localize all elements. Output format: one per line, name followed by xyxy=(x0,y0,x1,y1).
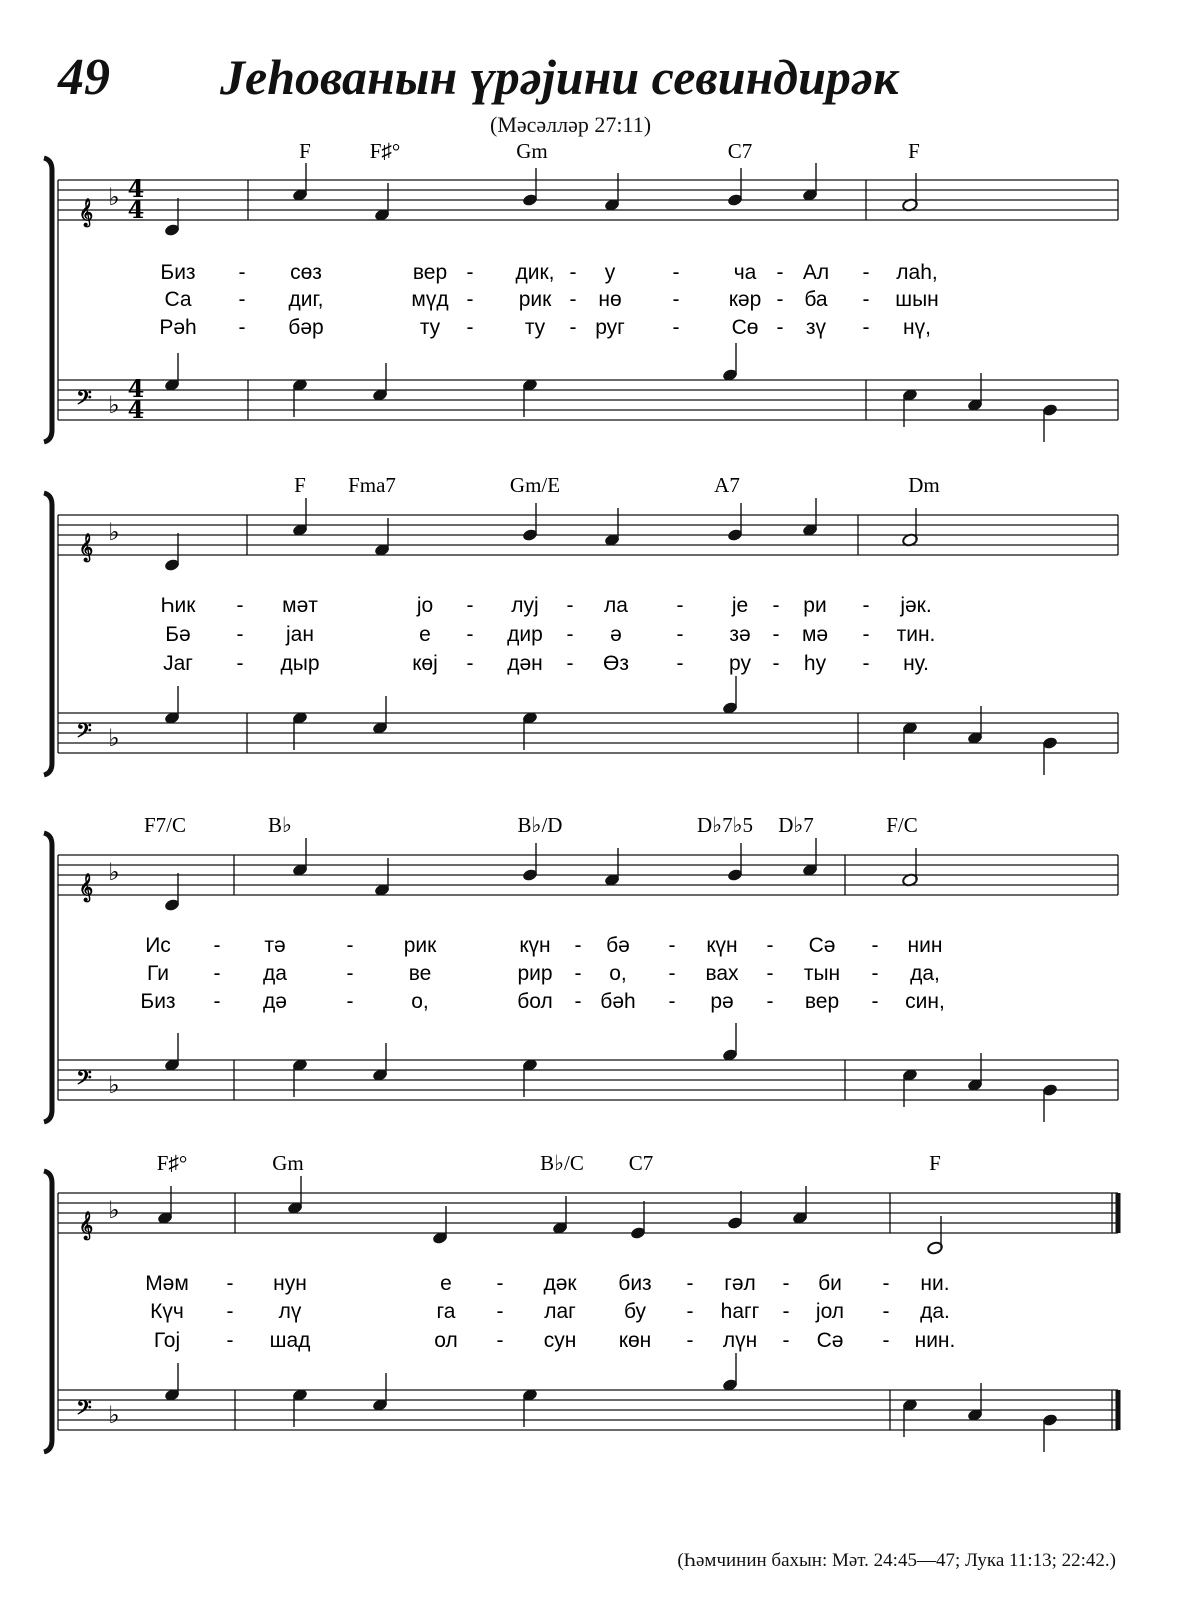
lyric-syllable: нин xyxy=(907,934,943,957)
lyric-hyphen: - xyxy=(566,594,574,617)
lyric-syllable: Сә xyxy=(816,1329,844,1352)
lyric-hyphen: - xyxy=(776,261,784,284)
treble-note xyxy=(522,503,539,542)
treble-note xyxy=(374,183,391,222)
treble-note xyxy=(727,503,744,542)
lyric-syllable: сун xyxy=(543,1329,577,1352)
lyric-syllable: рир xyxy=(517,962,553,985)
key-signature-flat: ♭ xyxy=(108,517,120,546)
lyric-syllable: рик xyxy=(403,934,437,957)
lyric-hyphen: - xyxy=(569,316,577,339)
system-bracket xyxy=(44,833,52,1122)
lyric-hyphen: - xyxy=(566,623,574,646)
lyric-hyphen: - xyxy=(672,288,680,311)
bass-note xyxy=(372,1043,389,1082)
treble-note xyxy=(522,168,539,207)
chord-symbol: F♯° xyxy=(156,1151,188,1175)
lyric-syllable: вах xyxy=(705,962,739,985)
lyric-syllable: о, xyxy=(411,990,429,1013)
lyric-syllable: нин. xyxy=(914,1329,956,1352)
lyric-syllable: Ал xyxy=(802,261,830,284)
bass-note xyxy=(1042,736,1059,775)
lyric-syllable: мәт xyxy=(282,594,318,617)
chord-symbol: Dm xyxy=(908,473,940,497)
lyric-syllable: көн xyxy=(618,1329,652,1352)
lyric-hyphen: - xyxy=(496,1300,504,1323)
lyric-syllable: син, xyxy=(905,990,945,1013)
lyric-hyphen: - xyxy=(871,990,879,1013)
bass-note xyxy=(722,676,739,715)
treble-note xyxy=(927,1216,944,1255)
system-bracket xyxy=(44,158,52,442)
key-signature-flat: ♭ xyxy=(108,1195,120,1224)
lyric-hyphen: - xyxy=(766,934,774,957)
bass-note xyxy=(522,1388,539,1427)
lyric-hyphen: - xyxy=(236,623,244,646)
lyric-syllable: Мәм xyxy=(145,1272,189,1295)
lyric-syllable: күн xyxy=(706,934,738,957)
lyric-hyphen: - xyxy=(686,1272,694,1295)
lyric-hyphen: - xyxy=(213,962,221,985)
lyric-syllable: е xyxy=(440,1272,452,1295)
footer-references: (Һәмчинин бахын: Мәт. 24:45—47; Лука 11:13; 22:42.) xyxy=(677,1550,1116,1571)
treble-clef-icon: 𝄞 xyxy=(78,532,94,561)
time-signature-denominator: 4 xyxy=(127,395,145,424)
treble-clef-icon: 𝄞 xyxy=(78,197,94,226)
lyric-syllable: Рәһ xyxy=(159,316,197,339)
chord-symbol: F xyxy=(908,139,920,163)
lyric-hyphen: - xyxy=(882,1329,890,1352)
treble-note xyxy=(374,858,391,897)
lyric-syllable: да. xyxy=(920,1300,950,1323)
lyric-syllable: лаһ, xyxy=(896,261,938,284)
lyric-hyphen: - xyxy=(871,934,879,957)
lyric-hyphen: - xyxy=(569,288,577,311)
lyric-syllable: у xyxy=(604,261,616,284)
bass-note xyxy=(522,378,539,417)
lyric-syllable: биз xyxy=(618,1272,652,1295)
chord-symbol: Fma7 xyxy=(348,473,396,497)
treble-note xyxy=(164,533,181,572)
chord-symbol: A7 xyxy=(714,473,740,497)
lyric-syllable: Күч xyxy=(150,1300,184,1323)
lyric-syllable: вер xyxy=(412,261,448,284)
lyric-syllable: Јаг xyxy=(163,652,193,675)
lyric-syllable: зү xyxy=(805,316,827,339)
lyric-syllable: Биз xyxy=(160,261,196,284)
lyric-syllable: ә xyxy=(610,623,622,646)
bass-note xyxy=(372,1373,389,1412)
lyric-syllable: дән xyxy=(507,652,543,675)
lyric-syllable: диг, xyxy=(288,288,324,311)
bass-note xyxy=(164,686,181,725)
bass-note xyxy=(967,373,984,412)
lyric-hyphen: - xyxy=(213,990,221,1013)
lyric-syllable: вер xyxy=(804,990,840,1013)
treble-note xyxy=(604,173,621,212)
treble-note xyxy=(802,498,819,537)
treble-note xyxy=(432,1206,449,1245)
bass-note xyxy=(292,1058,309,1097)
lyric-syllable: дик, xyxy=(515,261,555,284)
lyric-syllable: би xyxy=(818,1272,842,1295)
bass-note xyxy=(372,363,389,402)
lyric-syllable: јан xyxy=(286,623,314,646)
lyric-syllable: ча xyxy=(733,261,757,284)
bass-note xyxy=(522,711,539,750)
lyric-hyphen: - xyxy=(346,934,354,957)
lyric-syllable: гәл xyxy=(724,1272,756,1295)
lyric-syllable: Ги xyxy=(147,962,169,985)
bass-note xyxy=(967,706,984,745)
lyric-syllable: күн xyxy=(519,934,551,957)
key-signature-flat: ♭ xyxy=(108,857,120,886)
lyric-syllable: ту xyxy=(524,316,546,339)
lyric-syllable: Гој xyxy=(153,1329,181,1352)
bass-note xyxy=(164,1363,181,1402)
key-signature-flat: ♭ xyxy=(108,390,120,419)
lyric-hyphen: - xyxy=(226,1272,234,1295)
lyric-syllable: ба xyxy=(804,288,828,311)
treble-note xyxy=(374,518,391,557)
lyric-syllable: бә xyxy=(606,934,630,957)
treble-note xyxy=(292,163,309,202)
bass-note xyxy=(902,1398,919,1437)
lyric-syllable: Сө xyxy=(731,316,759,339)
lyric-syllable: Биз xyxy=(140,990,176,1013)
treble-note xyxy=(727,843,744,882)
lyric-syllable: нү, xyxy=(903,316,931,339)
lyric-hyphen: - xyxy=(236,594,244,617)
bass-note xyxy=(902,388,919,427)
lyric-syllable: бол xyxy=(517,990,553,1013)
treble-note xyxy=(287,1176,304,1215)
lyric-syllable: нө xyxy=(598,288,622,311)
lyric-syllable: Ис xyxy=(145,934,171,957)
lyric-hyphen: - xyxy=(782,1300,790,1323)
lyric-syllable: лүн xyxy=(722,1329,758,1352)
lyric-syllable: Һик xyxy=(160,594,196,617)
chord-symbol: Gm xyxy=(272,1151,304,1175)
lyric-syllable: шад xyxy=(269,1329,311,1352)
lyric-syllable: е xyxy=(419,623,431,646)
lyric-hyphen: - xyxy=(766,962,774,985)
chord-symbol: B♭/D xyxy=(517,813,563,837)
lyric-syllable: кәр xyxy=(728,288,762,311)
lyric-syllable: дәк xyxy=(543,1272,577,1295)
lyric-hyphen: - xyxy=(772,652,780,675)
lyric-hyphen: - xyxy=(782,1329,790,1352)
lyric-syllable: Сә xyxy=(808,934,836,957)
bass-clef-icon: 𝄢 xyxy=(76,1395,92,1424)
lyric-syllable: је xyxy=(731,594,749,617)
lyric-syllable: Өз xyxy=(603,652,629,675)
lyric-syllable: көј xyxy=(412,652,438,675)
chord-symbol: F7/C xyxy=(143,813,187,837)
lyric-syllable: дир xyxy=(507,623,543,646)
time-signature-denominator: 4 xyxy=(127,195,145,224)
treble-note xyxy=(522,843,539,882)
lyric-hyphen: - xyxy=(862,652,870,675)
treble-note xyxy=(164,198,181,237)
chord-symbol: C7 xyxy=(628,1151,654,1175)
lyric-hyphen: - xyxy=(238,288,246,311)
lyric-syllable: лү xyxy=(278,1300,302,1323)
lyric-syllable: ни. xyxy=(920,1272,950,1295)
lyric-hyphen: - xyxy=(772,623,780,646)
lyric-hyphen: - xyxy=(862,261,870,284)
lyric-syllable: ру xyxy=(729,652,751,675)
chord-symbol: B♭ xyxy=(268,813,292,837)
lyric-hyphen: - xyxy=(466,316,474,339)
treble-note xyxy=(802,163,819,202)
lyric-hyphen: - xyxy=(466,288,474,311)
treble-note xyxy=(727,1191,744,1230)
chord-symbol: F/C xyxy=(886,813,918,837)
chord-symbol: F♯° xyxy=(369,139,401,163)
lyric-syllable: мә xyxy=(801,623,829,646)
key-signature-flat: ♭ xyxy=(108,182,120,211)
lyric-syllable: јол xyxy=(815,1300,845,1323)
hymn-number: 49 xyxy=(58,49,110,106)
lyric-hyphen: - xyxy=(213,934,221,957)
chord-symbol: B♭/C xyxy=(540,1151,584,1175)
system-bracket xyxy=(44,493,52,775)
lyric-syllable: зә xyxy=(729,623,751,646)
lyric-syllable: јәк. xyxy=(900,594,932,617)
lyric-hyphen: - xyxy=(676,623,684,646)
key-signature-flat: ♭ xyxy=(108,1070,120,1099)
lyric-hyphen: - xyxy=(236,652,244,675)
bass-note xyxy=(902,721,919,760)
lyric-hyphen: - xyxy=(346,990,354,1013)
treble-note xyxy=(802,838,819,877)
lyric-hyphen: - xyxy=(676,652,684,675)
lyric-syllable: мүд xyxy=(411,288,449,311)
lyric-hyphen: - xyxy=(686,1329,694,1352)
lyric-hyphen: - xyxy=(776,316,784,339)
treble-note xyxy=(727,168,744,207)
treble-note xyxy=(630,1201,647,1240)
treble-note xyxy=(792,1186,809,1225)
key-signature-flat: ♭ xyxy=(108,723,120,752)
lyric-hyphen: - xyxy=(238,261,246,284)
lyric-hyphen: - xyxy=(346,962,354,985)
bass-note xyxy=(722,1023,739,1062)
lyric-syllable: бәр xyxy=(288,316,324,339)
lyric-syllable: тә xyxy=(264,934,286,957)
lyric-syllable: ту xyxy=(419,316,441,339)
lyric-syllable: га xyxy=(436,1300,456,1323)
lyric-syllable: дыр xyxy=(280,652,320,675)
treble-note xyxy=(902,173,919,212)
lyric-hyphen: - xyxy=(466,594,474,617)
treble-note xyxy=(292,498,309,537)
lyric-hyphen: - xyxy=(574,962,582,985)
lyric-hyphen: - xyxy=(782,1272,790,1295)
treble-note xyxy=(902,848,919,887)
bass-note xyxy=(292,1388,309,1427)
lyric-syllable: ла xyxy=(604,594,628,617)
lyric-hyphen: - xyxy=(862,594,870,617)
lyric-syllable: тин. xyxy=(896,623,936,646)
bass-clef-icon: 𝄢 xyxy=(76,718,92,747)
lyric-hyphen: - xyxy=(668,962,676,985)
lyric-hyphen: - xyxy=(226,1300,234,1323)
lyric-syllable: ве xyxy=(408,962,432,985)
lyric-hyphen: - xyxy=(672,316,680,339)
lyric-syllable: дә xyxy=(263,990,287,1013)
treble-note xyxy=(552,1196,569,1235)
key-signature-flat: ♭ xyxy=(108,1400,120,1429)
chord-symbol: D♭7♭5 xyxy=(697,813,753,837)
bass-note xyxy=(164,353,181,392)
lyric-syllable: рик xyxy=(518,288,552,311)
lyric-hyphen: - xyxy=(226,1329,234,1352)
treble-note xyxy=(157,1186,174,1225)
lyric-hyphen: - xyxy=(466,623,474,646)
bass-note xyxy=(372,696,389,735)
treble-clef-icon: 𝄞 xyxy=(78,872,94,901)
treble-note xyxy=(164,873,181,912)
lyric-syllable: Бә xyxy=(165,623,191,646)
lyric-hyphen: - xyxy=(672,261,680,284)
bass-note xyxy=(292,711,309,750)
chord-symbol: Gm xyxy=(516,139,548,163)
lyric-syllable: шын xyxy=(895,288,939,311)
bass-note xyxy=(722,343,739,382)
lyric-syllable: ри xyxy=(803,594,827,617)
lyric-hyphen: - xyxy=(496,1329,504,1352)
lyric-hyphen: - xyxy=(466,652,474,675)
bass-note xyxy=(1042,1083,1059,1122)
time-signature-numerator: 4 xyxy=(127,174,145,203)
lyric-hyphen: - xyxy=(776,288,784,311)
chord-symbol: C7 xyxy=(727,139,753,163)
lyric-hyphen: - xyxy=(882,1272,890,1295)
time-signature-numerator: 4 xyxy=(127,374,145,403)
chord-symbol: D♭7 xyxy=(778,813,814,837)
treble-note xyxy=(604,848,621,887)
lyric-hyphen: - xyxy=(238,316,246,339)
lyric-syllable: тын xyxy=(803,962,841,985)
lyric-syllable: да, xyxy=(910,962,940,985)
bass-note xyxy=(1042,1413,1059,1452)
bass-note xyxy=(967,1053,984,1092)
lyric-syllable: бәһ xyxy=(600,990,636,1013)
lyric-hyphen: - xyxy=(676,594,684,617)
lyric-hyphen: - xyxy=(496,1272,504,1295)
chord-symbol: Gm/E xyxy=(509,473,561,497)
bass-note xyxy=(292,378,309,417)
lyric-hyphen: - xyxy=(574,990,582,1013)
lyric-syllable: ну. xyxy=(903,652,929,675)
lyric-hyphen: - xyxy=(862,623,870,646)
lyric-hyphen: - xyxy=(566,652,574,675)
lyric-syllable: һагг xyxy=(720,1300,760,1323)
system-bracket xyxy=(44,1171,52,1452)
chord-symbol: F xyxy=(299,139,311,163)
lyric-hyphen: - xyxy=(772,594,780,617)
lyric-syllable: бу xyxy=(623,1300,647,1323)
lyric-hyphen: - xyxy=(686,1300,694,1323)
lyric-syllable: јо xyxy=(416,594,434,617)
hymn-title: Јеһованын үрәјини севиндирәк xyxy=(220,49,899,105)
lyric-hyphen: - xyxy=(668,934,676,957)
lyric-hyphen: - xyxy=(574,934,582,957)
bass-note xyxy=(522,1058,539,1097)
lyric-syllable: о, xyxy=(609,962,627,985)
scripture-reference: (Мәсәлләр 27:11) xyxy=(490,112,652,137)
lyric-syllable: рә xyxy=(710,990,734,1013)
lyric-hyphen: - xyxy=(569,261,577,284)
lyric-syllable: да xyxy=(263,962,287,985)
lyric-syllable: лаг xyxy=(544,1300,576,1323)
lyric-hyphen: - xyxy=(466,261,474,284)
treble-note xyxy=(902,508,919,547)
lyric-hyphen: - xyxy=(871,962,879,985)
lyric-syllable: руг xyxy=(595,316,625,339)
bass-note xyxy=(164,1033,181,1072)
bass-note xyxy=(722,1353,739,1392)
lyric-syllable: луј xyxy=(511,594,539,617)
lyric-hyphen: - xyxy=(862,288,870,311)
lyric-syllable: Са xyxy=(164,288,192,311)
lyric-hyphen: - xyxy=(882,1300,890,1323)
lyric-hyphen: - xyxy=(766,990,774,1013)
bass-note xyxy=(1042,403,1059,442)
bass-note xyxy=(967,1383,984,1422)
bass-clef-icon: 𝄢 xyxy=(76,1065,92,1094)
lyric-syllable: сөз xyxy=(290,261,322,284)
bass-note xyxy=(902,1068,919,1107)
lyric-syllable: нун xyxy=(273,1272,307,1295)
lyric-syllable: ол xyxy=(434,1329,458,1352)
bass-clef-icon: 𝄢 xyxy=(76,385,92,414)
lyric-hyphen: - xyxy=(862,316,870,339)
lyric-hyphen: - xyxy=(668,990,676,1013)
treble-note xyxy=(292,838,309,877)
chord-symbol: F xyxy=(929,1151,941,1175)
treble-clef-icon: 𝄞 xyxy=(78,1210,94,1239)
chord-symbol: F xyxy=(294,473,306,497)
treble-note xyxy=(604,508,621,547)
lyric-syllable: һу xyxy=(803,652,827,675)
